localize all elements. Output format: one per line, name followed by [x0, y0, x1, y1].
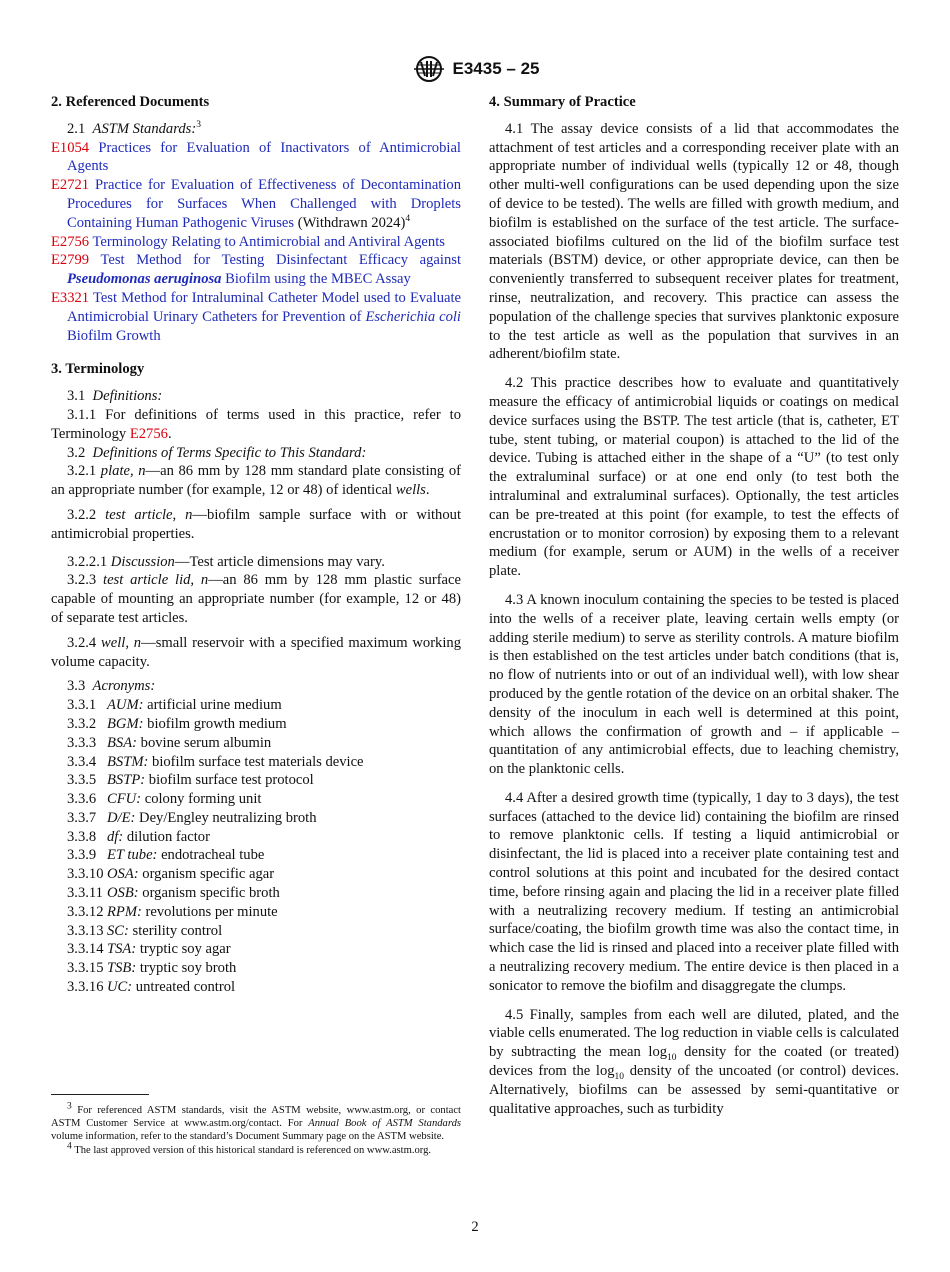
acronym-definition: tryptic soy agar — [139, 941, 231, 958]
acronym-number: 3.3.3 — [67, 734, 97, 751]
right-column — [489, 93, 899, 1118]
definition-test-article: 3.2.2 test article, n—biofilm sample surface with or without antimicrobial properties. — [51, 506, 461, 542]
footnote-4: $^4$ The last approved version of this historical standard is referenced on www.astm.org. — [67, 1141, 432, 1156]
acronym-abbreviation: df: — [107, 828, 124, 845]
acronym-number: 3.3.8 — [67, 828, 97, 845]
acronym-item — [67, 715, 461, 734]
acronym-item — [67, 865, 461, 884]
acronym-definition: endotracheal tube — [161, 847, 265, 864]
acronym-abbreviation: BSTM: — [107, 753, 149, 770]
acronym-number: 3.3.7 — [67, 809, 97, 826]
acronym-abbreviation: D/E: — [107, 809, 136, 826]
acronym-definition: biofilm surface test protocol — [148, 772, 314, 789]
acronym-definition: biofilm growth medium — [147, 715, 287, 732]
acronym-number: 3.3.6 — [67, 791, 97, 808]
definition-discussion: 3.2.2.1 Discussion—Test article dimensions may vary. — [67, 553, 385, 570]
acronym-item — [67, 753, 461, 772]
acronym-abbreviation: OSB: — [107, 885, 139, 902]
section-3-heading: 3. Terminology — [51, 361, 145, 378]
paragraph-4-3: 4.3 A known inoculum containing the species to be tested is placed into the wells of a receiver plate, leaving certain wells empty (or adding sterile medium) to serve as sterility controls. A mature biofilm is then established on the test articles under batch conditions (that is, no flow of nutrients into or out of an individual well), with low shear produced by the gentle rotation of the device on an orbital shaker. The density of the inoculum in each well is determined at this point, which allows the confirmation of growth and – if applicable – quantitation of any antimicrobial effects, due to leaching chemistry, on the planktonic cells. — [489, 591, 899, 778]
acronym-number: 3.3.4 — [67, 753, 97, 770]
acronym-number: 3.3.15 — [67, 960, 104, 977]
paragraph-4-5: 4.5 Finally, samples from each well are diluted, plated, and the viable cells enumerated. The log reduction in viable cells is calculated by subtracting the mean $\log_{10}$ density for the coated (or treated) devices from the $\log_{10}$ density of the uncoated (or control) devices. Alternatively, biofilms can be assessed by semi-quantitative or qualitative approaches, such as turbidity — [489, 1006, 899, 1117]
acronym-definition: bovine serum albumin — [140, 734, 272, 751]
acronym-number: 3.3.2 — [67, 715, 97, 732]
acronym-item — [67, 959, 461, 978]
acronym-definition: Dey/Engley neutralizing broth — [139, 809, 317, 826]
acronym-item — [67, 922, 461, 941]
page-header — [0, 56, 950, 82]
acronym-number: 3.3.5 — [67, 772, 97, 789]
acronym-abbreviation: ET tube: — [107, 847, 158, 864]
reference-e1054[interactable]: E1054 Practices for Evaluation of Inactivators of Antimicrobial Agents — [51, 139, 461, 175]
acronym-item — [67, 771, 461, 790]
acronym-abbreviation: BGM: — [107, 715, 144, 732]
acronym-number: 3.3.1 — [67, 697, 97, 714]
acronym-definition: organism specific agar — [142, 866, 275, 883]
paragraph-4-2: 4.2 This practice describes how to evaluate and quantitatively measure the efficacy of antimicrobial liquids or coatings on medical device surfaces using the BSTP. The test article (that is, catheter, ET tube, stent tubing, or material coupon) is attached to the lid of the device. Tubing is attached either in the shape of a “U” (to test only the extraluminal surface) or at one end only (to test both the intraluminal and extraluminal surfaces). Optionally, the test articles can be pre-treated at this point (for example, to test the effects of encrustation or to monitor corrosion) by exposing them to a relevant medium (for example, serum or AUM) in the wells of a receiver plate. — [489, 375, 899, 580]
acronym-abbreviation: RPM: — [107, 903, 142, 920]
terminology-link[interactable]: E2756 — [129, 425, 168, 442]
acronym-definition: sterility control — [132, 922, 223, 939]
footnote-rule — [51, 1094, 149, 1095]
section-4-heading: 4. Summary of Practice — [489, 94, 636, 110]
reference-e2756[interactable]: E2756 Terminology Relating to Antimicrobial and Antiviral Agents — [51, 233, 445, 250]
acronyms-label: 3.3 Acronyms: — [67, 678, 156, 695]
acronym-item — [67, 846, 461, 865]
acronym-abbreviation: TSB: — [107, 960, 137, 977]
paragraph-4-4: 4.4 After a desired growth time (typically, 1 day to 3 days), the test surfaces (attached to the device lid) containing the biofilm are rinsed to remove planktonic cells. If testing a liquid antimicrobial or disinfectant, the lid is placed into a receiver plate containing test and control solutions at this point and incubated for the desired contact time, before rinsing again and placing the lid in a receiver plate filled with a neutralizing recovery medium. If testing an antimicrobial surface/coating, the biofilm growth time was also the contact time, in which case the lid is rinsed and placed into a receiver plate filled with a neutralizing recovery medium. The entire device is then placed in a sonicator to remove the biofilm and disaggregate the clumps. — [489, 789, 899, 994]
standard-designation: E3435 – 25 — [452, 59, 540, 78]
acronym-abbreviation: BSTP: — [107, 772, 146, 789]
acronym-definition: biofilm surface test materials device — [152, 753, 364, 770]
acronym-definition: untreated control — [135, 979, 236, 996]
definition-well: 3.2.4 well, n—small reservoir with a specified maximum working volume capacity. — [51, 634, 461, 670]
definition-test-article-lid: 3.2.3 test article lid, n—an 86 mm by 128 mm plastic surface capable of mounting an appropriate number (for example, 12 or 48) of separate test articles. — [51, 572, 461, 626]
acronym-abbreviation: OSA: — [107, 866, 139, 883]
acronym-number: 3.3.12 — [67, 903, 104, 920]
acronym-item — [67, 884, 461, 903]
acronym-number: 3.3.16 — [67, 979, 104, 996]
reference-e2721[interactable]: E2721 Practice for Evaluation of Effectiveness of Decontamination Procedures for Surfaces When Challenged with Droplets Containing Human Pathogenic Viruses (Withdrawn 2024)$^4$ — [51, 177, 462, 231]
acronym-item — [67, 903, 461, 922]
acronym-number: 3.3.10 — [67, 866, 104, 883]
acronym-definition: tryptic soy broth — [139, 960, 237, 977]
acronym-item — [67, 809, 461, 828]
acronym-item — [67, 940, 461, 959]
footnotes — [51, 1101, 461, 1157]
acronym-item — [67, 734, 461, 753]
definition-3-1-1: 3.1.1 For definitions of terms used in this practice, refer to Terminology E2756. — [51, 406, 461, 442]
section-2-heading: 2. Referenced Documents — [51, 94, 210, 110]
definition-plate: 3.2.1 plate, n—an 86 mm by 128 mm standard plate consisting of an appropriate number (for example, 12 or 48) of identical wells. — [51, 463, 461, 499]
acronym-definition: revolutions per minute — [145, 903, 278, 920]
acronym-definition: organism specific broth — [142, 885, 280, 902]
acronym-abbreviation: TSA: — [107, 941, 137, 958]
acronym-item — [67, 790, 461, 809]
acronym-definition: dilution factor — [126, 828, 210, 845]
acronym-item — [67, 696, 461, 715]
acronym-abbreviation: BSA: — [107, 734, 137, 751]
acronym-abbreviation: UC: — [107, 979, 133, 996]
footnote-3: $^3$ For referenced ASTM standards, visit the ASTM website, www.astm.org, or contact ASTM Customer Service at www.astm.org/contact. For Annual Book of ASTM Standards volume information, refer to the standard’s Document Summary page on the ASTM website. — [51, 1101, 461, 1143]
acronym-item — [67, 828, 461, 847]
acronym-number: 3.3.14 — [67, 941, 104, 958]
reference-e2799[interactable]: E2799 Test Method for Testing Disinfectant Efficacy against Pseudomonas aeruginosa Biofilm using the MBEC Assay — [51, 252, 461, 288]
acronym-definition: colony forming unit — [144, 791, 262, 808]
acronym-number: 3.3.11 — [67, 885, 103, 902]
acronym-list — [51, 696, 461, 997]
paragraph-4-1: 4.1 The assay device consists of a lid that accommodates the attachment of test articles and a corresponding receiver plate with an appropriate number of individual wells (typically 12 or 48, though other multi-well configurations can be used depending upon the size of device to be tested). The wells are filled with growth medium, and biofilm is established on the surface of the test article. The surface-associated biofilms cultured on the lid of the biofilm surface test materials (BSTM) device, or other appropriate device, can then be conveniently transferred to subsequent receiver plates for treatment, rinse, neutralization, and recovery. This practice can assess the population of the challenge species that survives planktonic exposure to the test article as well as the population that survives in an adherent/biofilm state. — [489, 120, 899, 363]
astm-logo-icon — [411, 56, 447, 82]
reference-e3321[interactable]: E3321 Test Method for Intraluminal Catheter Model used to Evaluate Antimicrobial Urinary Catheters for Prevention of Escherichia coli Biofilm Growth — [51, 289, 461, 344]
acronym-number: 3.3.13 — [67, 922, 104, 939]
acronym-definition: artificial urine medium — [147, 697, 282, 714]
acronym-abbreviation: SC: — [107, 922, 129, 939]
acronym-number: 3.3.9 — [67, 847, 97, 864]
acronym-abbreviation: CFU: — [107, 791, 142, 808]
acronym-item — [67, 978, 461, 997]
specific-definitions-label: 3.2 Definitions of Terms Specific to This Standard: — [67, 444, 367, 461]
definitions-label: 3.1 Definitions: — [67, 388, 163, 405]
astm-standards-label: 2.1 ASTM Standards:$^3$ — [67, 119, 201, 137]
acronym-abbreviation: AUM: — [107, 697, 144, 714]
left-column — [51, 93, 461, 997]
page-number: 2 — [471, 1219, 479, 1235]
